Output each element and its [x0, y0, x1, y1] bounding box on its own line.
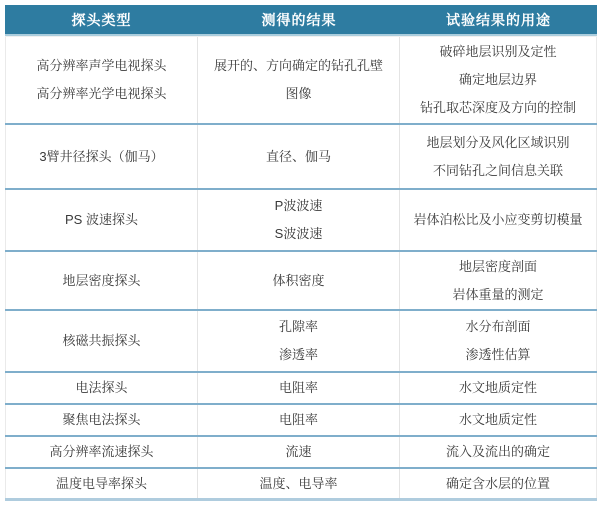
cell-line: 高分辨率声学电视探头	[36, 58, 167, 73]
cell-probe-type	[5, 190, 198, 250]
cell-result-use	[400, 311, 597, 371]
table-row	[5, 435, 597, 467]
cell-line: 渗透率	[278, 347, 318, 362]
cell-result-use	[400, 373, 597, 403]
cell-line: 体积密度	[272, 272, 325, 288]
cell-line: 地层密度剖面	[458, 258, 537, 274]
table-row	[5, 371, 597, 403]
cell-line: 直径、伽马	[265, 148, 331, 164]
cell-line: 高分辨率光学电视探头	[36, 86, 167, 101]
cell-result-use	[400, 125, 597, 188]
cell-line: 地层密度探头	[62, 272, 141, 288]
column-header-result-use: 试验结果的用途	[446, 11, 551, 28]
table-row	[5, 123, 597, 188]
cell-line: 电法探头	[75, 380, 128, 395]
probe-comparison-table	[5, 5, 597, 501]
cell-probe-type	[5, 311, 198, 371]
cell-line: 地层划分及风化区域识别	[426, 134, 570, 150]
cell-line: 高分辨率流速探头	[49, 444, 154, 459]
cell-line: 电阻率	[278, 412, 318, 427]
table-row	[5, 250, 597, 309]
cell-probe-type	[5, 37, 198, 123]
cell-line: 温度电导率探头	[55, 475, 147, 491]
cell-measured-result	[198, 469, 400, 498]
table-row	[5, 309, 597, 371]
cell-line: S波波速	[274, 226, 323, 241]
cell-line: 聚焦电法探头	[62, 412, 141, 427]
cell-line: 流速	[285, 444, 312, 459]
cell-result-use	[400, 252, 597, 309]
cell-measured-result	[198, 125, 400, 188]
cell-line: 流入及流出的确定	[445, 444, 550, 459]
cell-line: 钻孔取芯深度及方向的控制	[419, 100, 576, 115]
cell-measured-result	[198, 311, 400, 371]
cell-line: 展开的、方向确定的钻孔孔壁图像	[213, 58, 383, 101]
cell-line: PS 波速探头	[65, 212, 138, 227]
cell-line: 确定含水层的位置	[445, 475, 550, 491]
cell-result-use	[400, 37, 597, 123]
cell-line: P波波速	[274, 198, 323, 213]
cell-probe-type	[5, 469, 198, 498]
cell-line: 岩体重量的测定	[452, 286, 544, 302]
cell-measured-result	[198, 190, 400, 250]
cell-line: 确定地层边界	[458, 72, 537, 87]
cell-probe-type	[5, 437, 198, 467]
table-row	[5, 467, 597, 498]
cell-probe-type	[5, 405, 198, 435]
cell-measured-result	[198, 373, 400, 403]
cell-result-use	[400, 469, 597, 498]
cell-line: 电阻率	[278, 380, 318, 395]
cell-line: 水文地质定性	[458, 412, 537, 427]
cell-line: 水文地质定性	[458, 380, 537, 395]
cell-line: 岩体泊松比及小应变剪切模量	[413, 212, 583, 227]
cell-result-use	[400, 405, 597, 435]
cell-line: 孔隙率	[278, 319, 318, 334]
cell-line: 3臂井径探头（伽马）	[39, 148, 164, 164]
cell-line: 不同钻孔之间信息关联	[432, 162, 563, 178]
cell-measured-result	[198, 37, 400, 123]
cell-measured-result	[198, 437, 400, 467]
table-row	[5, 188, 597, 250]
column-header-probe-type: 探头类型	[71, 11, 132, 28]
cell-line: 渗透性估算	[465, 347, 531, 362]
cell-line: 破碎地层识别及定性	[439, 44, 557, 59]
table-row	[5, 403, 597, 435]
cell-probe-type	[5, 252, 198, 309]
cell-line: 水分布剖面	[465, 319, 531, 334]
table-header-row	[5, 5, 597, 36]
column-header-measured-result: 测得的结果	[261, 11, 337, 28]
cell-line: 核磁共振探头	[62, 333, 141, 348]
cell-result-use	[400, 190, 597, 250]
table-body	[5, 36, 597, 501]
cell-probe-type	[5, 125, 198, 188]
cell-probe-type	[5, 373, 198, 403]
table-row	[5, 37, 597, 123]
cell-line: 温度、电导率	[259, 475, 338, 491]
cell-measured-result	[198, 405, 400, 435]
cell-measured-result	[198, 252, 400, 309]
cell-result-use	[400, 437, 597, 467]
